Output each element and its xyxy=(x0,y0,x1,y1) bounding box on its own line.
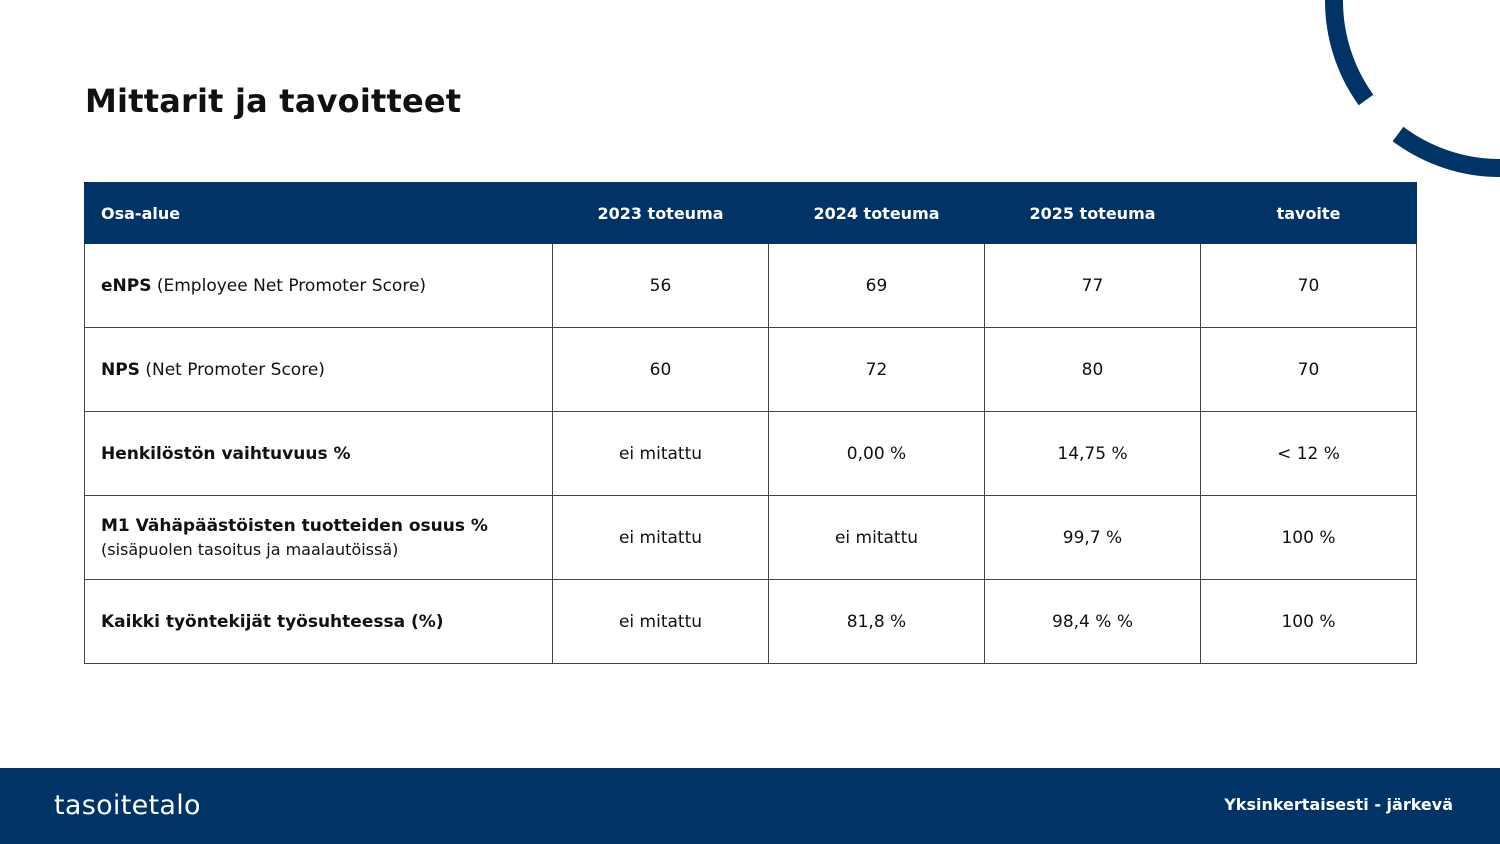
cell-2024: 72 xyxy=(769,328,985,412)
table-row xyxy=(85,412,1417,496)
cell-2025: 14,75 % xyxy=(985,412,1201,496)
cell-target: 70 xyxy=(1201,328,1417,412)
table-row xyxy=(85,496,1417,580)
row-label xyxy=(85,496,553,580)
row-label-detail: (Net Promoter Score) xyxy=(139,359,325,380)
footer-bar xyxy=(0,768,1500,844)
header-target: tavoite xyxy=(1201,183,1417,244)
cell-2025: 98,4 % % xyxy=(985,580,1201,664)
cell-2024: 69 xyxy=(769,244,985,328)
header-2024: 2024 toteuma xyxy=(769,183,985,244)
row-label-bold: Kaikki työntekijät työsuhteessa (%) xyxy=(101,611,444,632)
row-label-note: (sisäpuolen tasoitus ja maalautöissä) xyxy=(101,539,399,559)
cell-target: 100 % xyxy=(1201,580,1417,664)
cell-2023: ei mitattu xyxy=(553,412,769,496)
cell-2025: 77 xyxy=(985,244,1201,328)
cell-target: 70 xyxy=(1201,244,1417,328)
cell-2023: 56 xyxy=(553,244,769,328)
cell-target: < 12 % xyxy=(1201,412,1417,496)
cell-2023: ei mitattu xyxy=(553,580,769,664)
row-label-bold: eNPS xyxy=(101,275,152,296)
cell-2025: 80 xyxy=(985,328,1201,412)
footer-slogan: Yksinkertaisesti - järkevä xyxy=(1224,795,1453,814)
cell-2023: 60 xyxy=(553,328,769,412)
row-label-bold: NPS xyxy=(101,359,140,380)
header-area: Osa-alue xyxy=(85,183,553,244)
row-label xyxy=(85,412,553,496)
cell-2024: 0,00 % xyxy=(769,412,985,496)
cell-2024: ei mitattu xyxy=(769,496,985,580)
cell-2023: ei mitattu xyxy=(553,496,769,580)
row-label-detail: (Employee Net Promoter Score) xyxy=(151,275,427,296)
page-title: Mittarit ja tavoitteet xyxy=(85,82,462,120)
row-label-bold: M1 Vähäpäästöisten tuotteiden osuus % xyxy=(101,515,488,536)
company-logo: tasoitetalo xyxy=(54,790,201,821)
table-row xyxy=(85,328,1417,412)
header-2023: 2023 toteuma xyxy=(553,183,769,244)
cell-target: 100 % xyxy=(1201,496,1417,580)
row-label xyxy=(85,328,553,412)
metrics-table xyxy=(84,182,1417,664)
table-row xyxy=(85,244,1417,328)
row-label xyxy=(85,580,553,664)
row-label xyxy=(85,244,553,328)
row-label-bold: Henkilöstön vaihtuvuus % xyxy=(101,443,351,464)
cell-2024: 81,8 % xyxy=(769,580,985,664)
table-row xyxy=(85,580,1417,664)
header-2025: 2025 toteuma xyxy=(985,183,1201,244)
table-header-row xyxy=(85,183,1417,244)
cell-2025: 99,7 % xyxy=(985,496,1201,580)
